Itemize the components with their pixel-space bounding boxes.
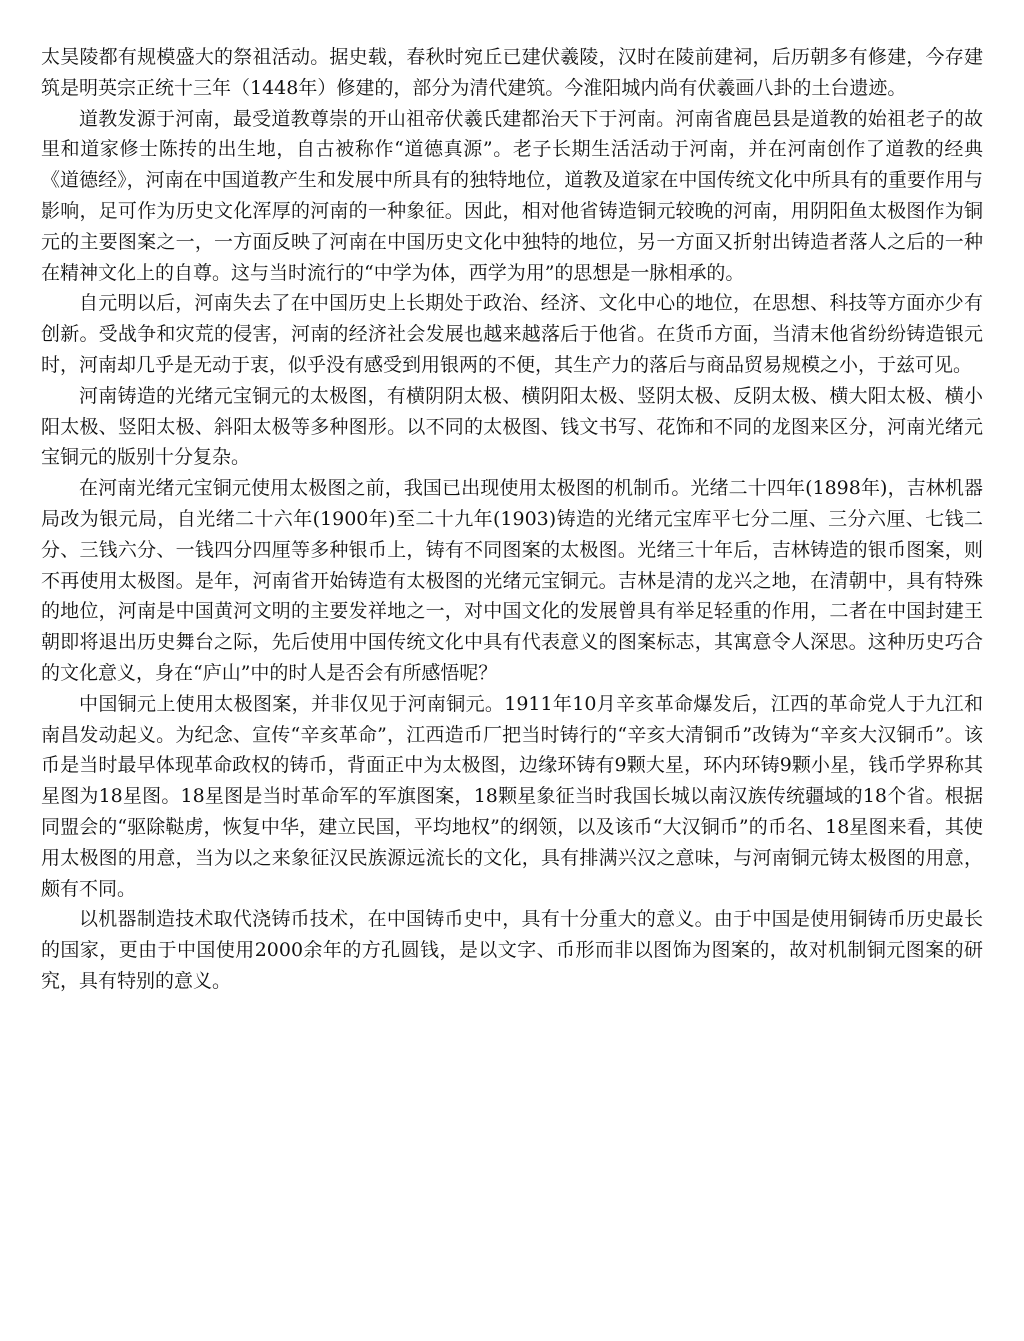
paragraph-1: 太昊陵都有规模盛大的祭祖活动。据史载，春秋时宛丘已建伏羲陵，汉时在陵前建祠，后历朝多有修建，今存建筑是明英宗正统十三年（1448年）修建的，部分为清代建筑。今淮阳城内尚有伏羲画八卦的土台遗迹。	[41, 46, 983, 99]
document-body	[41, 42, 983, 997]
paragraph-6: 中国铜元上使用太极图案，并非仅见于河南铜元。1911年10月辛亥革命爆发后，江西的革命党人于九江和南昌发动起义。为纪念、宣传“辛亥革命”，江西造币厂把当时铸行的“辛亥大清铜币”改铸为“辛亥大汉铜币”。该币是当时最早体现革命政权的铸币，背面正中为太极图，边缘环铸有9颗大星，环内环铸9颗小星，钱币学界称其星图为18星图。18星图是当时革命军的军旗图案，18颗星象征当时我国长城以南汉族传统疆域的18个省。根据同盟会的“驱除鞑虏，恢复中华，建立民国，平均地权”的纲领，以及该币“大汉铜币”的币名、18星图来看，其使用太极图的用意，当为以之来象征汉民族源远流长的文化，具有排满兴汉之意味，与河南铜元铸太极图的用意，颇有不同。	[41, 692, 983, 900]
paragraph-5: 在河南光绪元宝铜元使用太极图之前，我国已出现使用太极图的机制币。光绪二十四年(1898年)，吉林机器局改为银元局，自光绪二十六年(1900年)至二十九年(1903)铸造的光绪元宝库平七分二厘、三分六厘、七钱二分、三钱六分、一钱四分四厘等多种银币上，铸有不同图案的太极图。光绪三十年后，吉林铸造的银币图案，则不再使用太极图。是年，河南省开始铸造有太极图的光绪元宝铜元。吉林是清的龙兴之地，在清朝中，具有特殊的地位，河南是中国黄河文明的主要发祥地之一，对中国文化的发展曾具有举足轻重的作用，二者在中国封建王朝即将退出历史舞台之际，先后使用中国传统文化中具有代表意义的图案标志，其寓意令人深思。这种历史巧合的文化意义，身在“庐山”中的时人是否会有所感悟呢？	[41, 477, 983, 684]
paragraph-2: 道教发源于河南，最受道教尊崇的开山祖帝伏羲氏建都治天下于河南。河南省鹿邑县是道教的始祖老子的故里和道家修士陈抟的出生地，自古被称作“道德真源”。老子长期生活活动于河南，并在河南创作了道教的经典《道德经》，河南在中国道教产生和发展中所具有的独特地位，道教及道家在中国传统文化中所具有的重要作用与影响，足可作为历史文化浑厚的河南的一种象征。因此，相对他省铸造铜元较晚的河南，用阴阳鱼太极图作为铜元的主要图案之一，一方面反映了河南在中国历史文化中独特的地位，另一方面又折射出铸造者落人之后的一种在精神文化上的自尊。这与当时流行的“中学为体，西学为用”的思想是一脉相承的。	[41, 107, 983, 284]
paragraph-7: 以机器制造技术取代浇铸币技术，在中国铸币史中，具有十分重大的意义。由于中国是使用铜铸币历史最长的国家，更由于中国使用2000余年的方孔圆钱，是以文字、币形而非以图饰为图案的，故对机制铜元图案的研究，具有特别的意义。	[41, 908, 983, 992]
paragraph-4: 河南铸造的光绪元宝铜元的太极图，有横阴阴太极、横阴阳太极、竖阴太极、反阴太极、横大阳太极、横小阳太极、竖阳太极、斜阳太极等多种图形。以不同的太极图、钱文书写、花饰和不同的龙图来区分，河南光绪元宝铜元的版别十分复杂。	[41, 384, 983, 469]
paragraph-3: 自元明以后，河南失去了在中国历史上长期处于政治、经济、文化中心的地位，在思想、科技等方面亦少有创新。受战争和灾荒的侵害，河南的经济社会发展也越来越落后于他省。在货币方面，当清末他省纷纷铸造银元时，河南却几乎是无动于衷，似乎没有感受到用银两的不便，其生产力的落后与商品贸易规模之小，于兹可见。	[41, 292, 983, 376]
